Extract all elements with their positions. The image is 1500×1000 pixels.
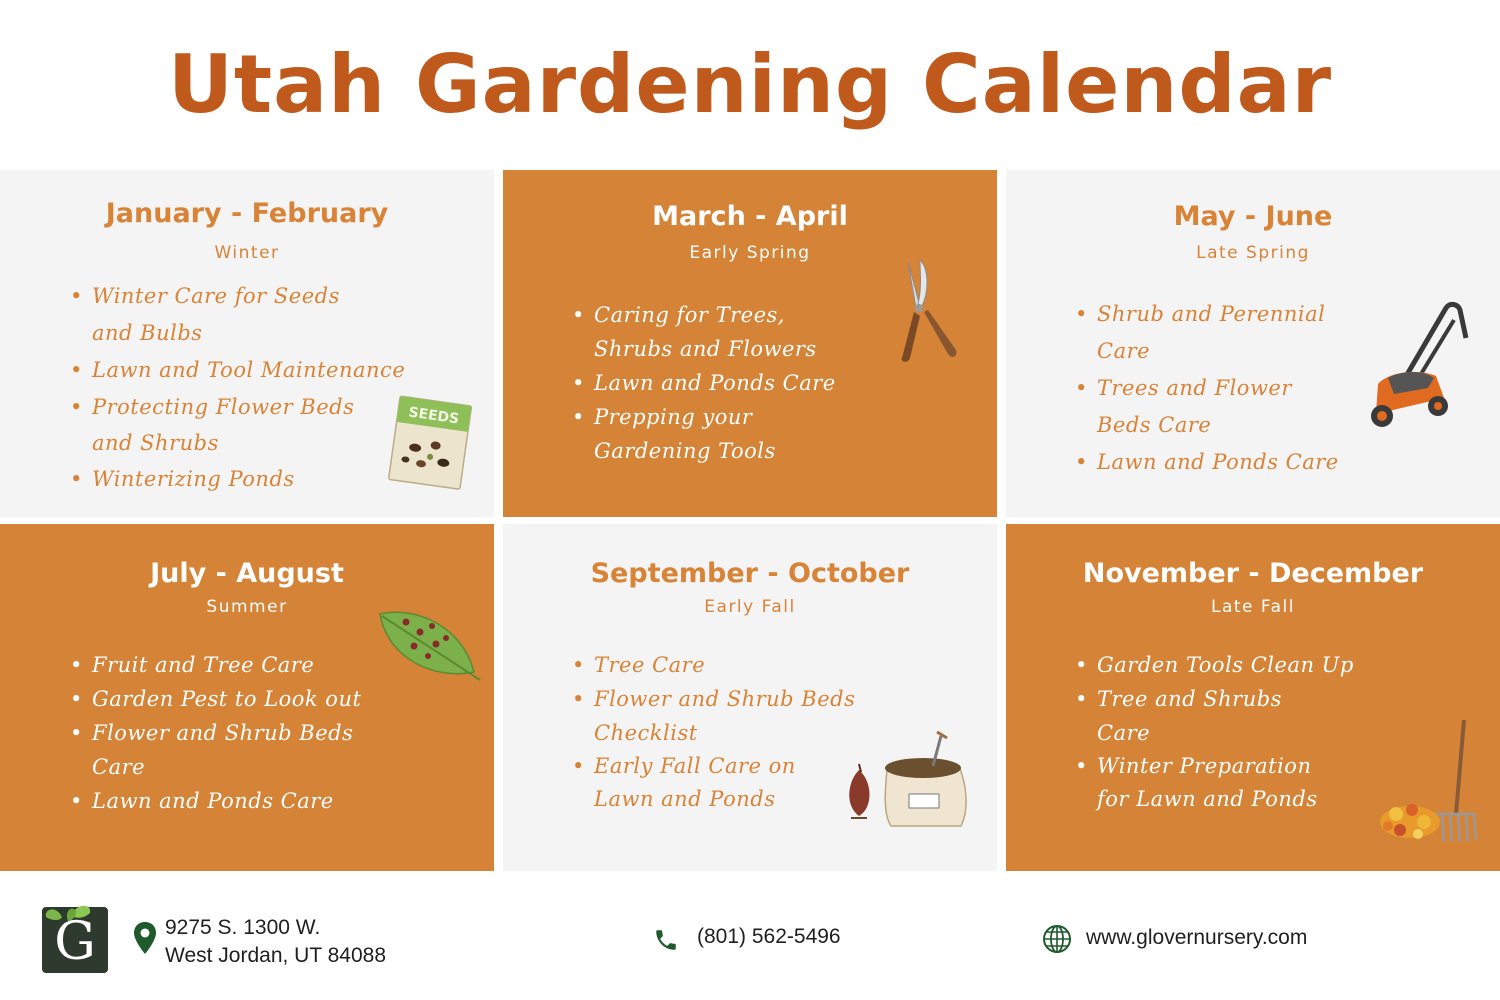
map-pin-icon: [133, 921, 157, 955]
list-item: • Prepping your Gardening Tools: [570, 400, 836, 468]
task-list: [68, 278, 405, 498]
address: [165, 914, 386, 970]
list-item: • Winter Care for Seeds and Bulbs: [68, 278, 405, 352]
card-season: Early Fall: [704, 597, 796, 617]
task-list: [1073, 296, 1339, 481]
lawn-mower-icon: [1358, 298, 1474, 438]
list-item: • Fruit and Tree Care: [68, 648, 361, 682]
card-september-october: [503, 524, 997, 871]
card-months: January - February: [105, 198, 389, 229]
card-november-december: [1006, 524, 1500, 871]
list-item: • Garden Pest to Look out: [68, 682, 361, 716]
phone-link[interactable]: (801) 562-5496: [697, 925, 841, 948]
globe-icon: [1042, 924, 1072, 954]
svg-text:SEEDS: SEEDS: [407, 404, 461, 428]
list-item: • Lawn and Ponds Care: [1073, 444, 1339, 481]
seed-packet-icon: [388, 395, 476, 491]
glover-nursery-logo: [42, 903, 108, 973]
list-item: • Tree and Shrubs Care: [1073, 682, 1354, 750]
task-list: [570, 298, 836, 468]
card-season: Summer: [206, 597, 288, 617]
logo-letter: G: [54, 912, 96, 972]
list-item: • Lawn and Ponds Care: [68, 784, 361, 818]
list-item: • Lawn and Ponds Care: [570, 366, 836, 400]
card-months: September - October: [590, 558, 910, 589]
card-months: May - June: [1173, 201, 1333, 232]
task-list: [68, 648, 361, 818]
address-line1: 9275 S. 1300 W.: [165, 916, 321, 939]
task-list: [570, 648, 855, 816]
list-item: • Flower and Shrub Beds Care: [68, 716, 361, 784]
bulb-and-soil-sack-icon: [837, 730, 973, 832]
card-march-april: [503, 170, 997, 517]
phone-icon: [653, 927, 679, 953]
address-line2: West Jordan, UT 84088: [165, 944, 387, 967]
list-item: • Tree Care: [570, 648, 855, 682]
list-item: • Protecting Flower Beds and Shrubs: [68, 389, 405, 461]
list-item: • Flower and Shrub Beds Checklist: [570, 682, 855, 750]
list-item: • Winterizing Ponds: [68, 461, 405, 498]
list-item: • Early Fall Care on Lawn and Ponds: [570, 750, 855, 816]
list-item: • Caring for Trees, Shrubs and Flowers: [570, 298, 836, 366]
card-july-august: [0, 524, 494, 871]
card-january-february: [0, 170, 494, 517]
card-season: Late Fall: [1211, 597, 1295, 617]
pruning-shears-icon: [886, 258, 966, 366]
list-item: • Winter Preparation for Lawn and Ponds: [1073, 750, 1354, 816]
card-season: Early Spring: [689, 243, 811, 263]
card-months: March - April: [652, 201, 848, 232]
list-item: • Garden Tools Clean Up: [1073, 648, 1354, 682]
leaf-with-pests-icon: [376, 606, 484, 684]
page-title: Utah Gardening Calendar: [167, 38, 1333, 131]
website-link[interactable]: www.glovernursery.com: [1086, 926, 1308, 949]
card-season: Winter: [214, 243, 280, 263]
task-list: [1073, 648, 1354, 816]
list-item: • Shrub and Perennial Care: [1073, 296, 1339, 370]
card-may-june: [1006, 170, 1500, 517]
list-item: • Lawn and Tool Maintenance: [68, 352, 405, 389]
card-season: Late Spring: [1196, 243, 1310, 263]
list-item: • Trees and Flower Beds Care: [1073, 370, 1339, 444]
card-months: July - August: [150, 558, 344, 589]
leaves-and-rake-icon: [1376, 718, 1480, 844]
card-months: November - December: [1082, 558, 1424, 589]
